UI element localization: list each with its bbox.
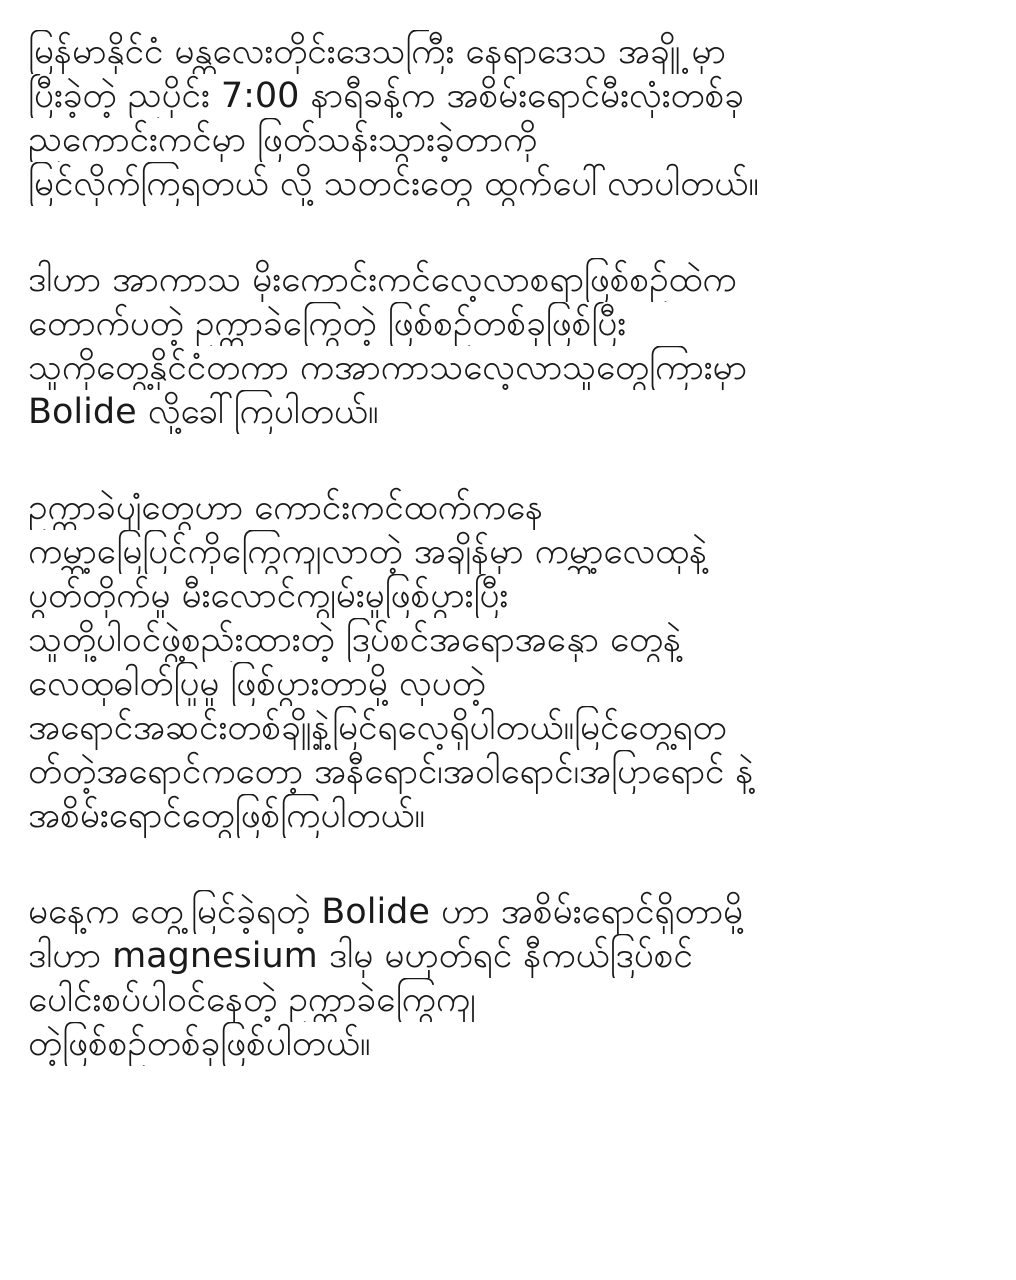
text-line: သူကိုတွေ့နိုင်ငံတကာ ကအာကာသလေ့လာသူတွေကြားမှာ	[28, 348, 747, 388]
paragraph-2	[28, 258, 990, 434]
text-line: တ်တဲ့အရောင်ကတော့ အနီရောင်၊အဝါရောင်၊အပြာရောင် နဲ့	[28, 752, 754, 792]
text-line: ပြီးခဲ့တဲ့ ညပိုင်း 7:00 နာရီခန့်က အစိမ်းရောင်မီးလုံးတစ်ခု	[28, 76, 744, 116]
text-line: မြန်မာနိုင်ငံ မန္တလေးတိုင်းဒေသကြီး နေရာဒေသ အချို့ မှာ	[28, 32, 726, 72]
text-line: တဲ့ဖြစ်စဉ်တစ်ခုဖြစ်ပါတယ်။	[28, 1024, 371, 1064]
text-line: လေထုဓါတ်ပြုမှု ဖြစ်ပွားတာမို့ လုပတဲ့	[28, 664, 486, 704]
text-line: မြင်လိုက်ကြရတယ် လို့ သတင်းတွေ ထွက်ပေါ်လာပါတယ်။	[28, 164, 759, 204]
text-line: မနေ့က တွေ့မြင်ခဲ့ရတဲ့ Bolide ဟာ အစိမ်းရောင်ရှိတာမို့	[28, 892, 743, 932]
text-line: Bolide လို့ခေါ်ကြပါတယ်။	[28, 392, 379, 432]
article-text	[28, 30, 990, 1118]
text-line: သူတို့ပါဝင်ဖွဲ့စည်းထားတဲ့ ဒြပ်စင်အရောအနှော တွေနဲ့	[28, 620, 682, 660]
text-line: အစိမ်းရောင်တွေဖြစ်ကြပါတယ်။	[28, 796, 426, 836]
text-line: အရောင်အဆင်းတစ်ချို့နဲ့မြင်ရလေ့ရှိပါတယ်။မြင်တွေ့ရတ	[28, 708, 727, 748]
text-line: ဒါဟာ အာကာသ မိုးကောင်းကင်လေ့လာစရာဖြစ်စဉ်ထဲက	[28, 260, 737, 300]
paragraph-3	[28, 486, 990, 838]
text-line: ကမ္ဘာ့မြေပြင်ကိုကြွေကျလာတဲ့ အချိန်မှာ ကမ္ဘာ့လေထုနဲ့	[28, 532, 708, 572]
text-line: ပွတ်တိုက်မှု မီးလောင်ကျွမ်းမှုဖြစ်ပွားပြီး	[28, 576, 509, 616]
text-line: ညကောင်းကင်မှာ ဖြတ်သန်းသွားခဲ့တာကို	[28, 120, 538, 160]
text-line: ပေါင်းစပ်ပါဝင်နေတဲ့ ဥက္ကာခဲကြွေကျ	[28, 980, 476, 1020]
paragraph-4	[28, 890, 990, 1066]
paragraph-1	[28, 30, 990, 206]
text-line: တောက်ပတဲ့ ဥက္ကာခဲကြွေတဲ့ ဖြစ်စဉ်တစ်ခုဖြစ်ပြီး	[28, 304, 627, 344]
text-line: ဒါဟာ magnesium ဒါမှ မဟုတ်ရင် နီကယ်ဒြပ်စင်	[28, 936, 693, 976]
text-line: ဥက္ကာခဲပျံတွေဟာ ကောင်းကင်ထက်ကနေ	[28, 488, 544, 528]
